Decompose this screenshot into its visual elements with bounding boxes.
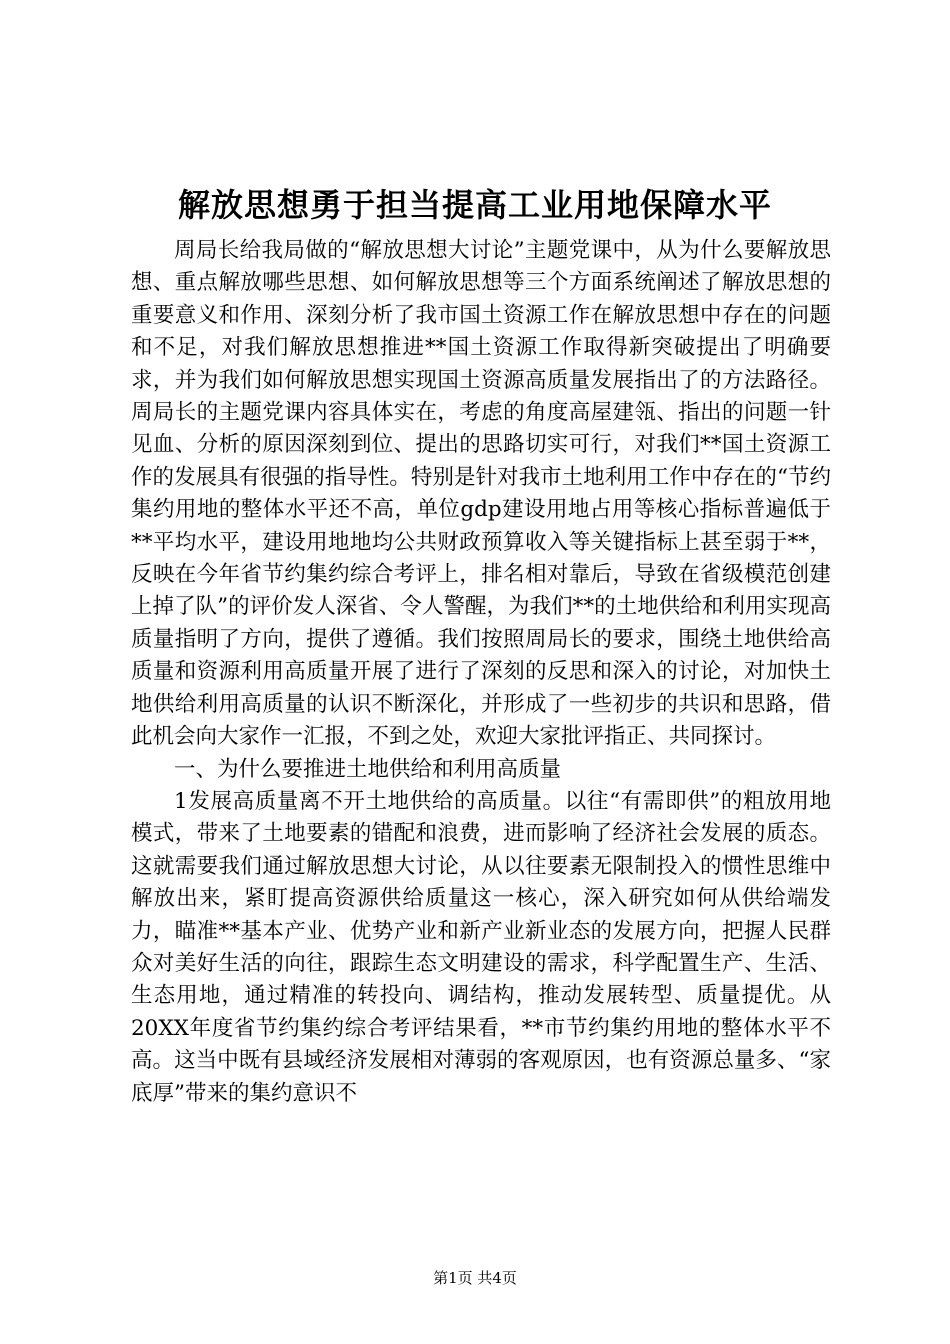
section-heading: 一、为什么要推进土地供给和利用高质量	[174, 756, 562, 782]
document-title: 解放思想勇于担当提高工业用地保障水平	[177, 186, 772, 224]
paragraph-point-1: 1发展高质量离不开土地供给的高质量。以往“有需即供”的粗放用地模式，带来了土地要素的错配和浪费，进而影响了经济社会发展的质态。这就需要我们通过解放思想大讨论，从以往要素无限制投入的惯性思维中解放出来，紧盯提高资源供给质量这一核心，深入研究如何从供给端发力，瞄准**基本产业、优势产业和新产业新业态的发展方向，把握人民群众对美好生活的向往，跟踪生态文明建设的需求，科学配置生产、生活、生态用地，通过精准的转投向、调结构，推动发展转型、质量提优。从20XX年度省节约集约综合考评结果看，**市节约集约用地的整体水平不高。这当中既有县域经济发展相对薄弱的客观原因，也有资源总量多、“家底厚”带来的集约意识不	[131, 788, 831, 1106]
document-body	[131, 235, 831, 1110]
paragraph-intro: 周局长给我局做的“解放思想大讨论”主题党课中，从为什么要解放思想、重点解放哪些思想、如何解放思想等三个方面系统阐述了解放思想的重要意义和作用、深刻分析了我市国土资源工作在解放思想中存在的问题和不足，对我们解放思想推进**国土资源工作取得新突破提出了明确要求，并为我们如何解放思想实现国土资源高质量发展指出了的方法路径。周局长的主题党课内容具体实在，考虑的角度高屋建瓴、指出的问题一针见血、分析的原因深刻到位、提出的思路切实可行，对我们**国土资源工作的发展具有很强的指导性。特别是针对我市土地利用工作中存在的“节约集约用地的整体水平还不高，单位gdp建设用地占用等核心指标普遍低于**平均水平，建设用地地均公共财政预算收入等关键指标上甚至弱于**，反映在今年省节约集约综合考评上，排名相对靠后，导致在省级模范创建上掉了队”的评价发人深省、令人警醒，为我们**的土地供给和利用实现高质量指明了方向，提供了遵循。我们按照周局长的要求，围绕土地供给高质量和资源利用高质量开展了进行了深刻的反思和深入的讨论，对加快土地供给利用高质量的认识不断深化，并形成了一些初步的共识和思路，借此机会向大家作一汇报，不到之处，欢迎大家批评指正、共同探讨。	[131, 238, 831, 750]
page-number-footer: 第1页 共4页	[433, 1269, 517, 1287]
